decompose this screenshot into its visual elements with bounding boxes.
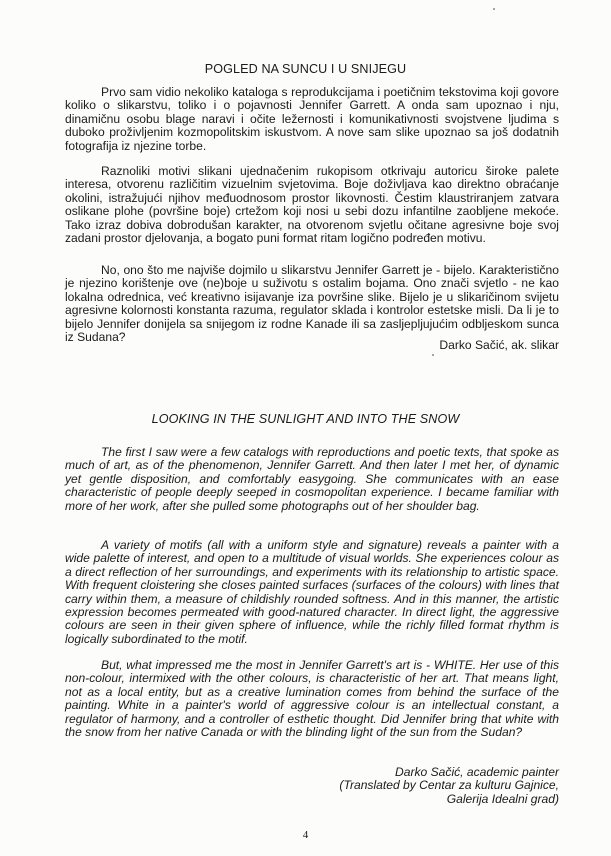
croatian-paragraph-3: No, ono što me najviše dojmilo u slikarstvu Jennifer Garrett je - bijelo. Karakteristično je njezino korištenje ove (ne)boje u suživotu s ostalim bojama. Ono znači svjetlo - ne kao lokalna odrednica, već kreativno isijavanje iza površine slike. Bijelo je u slikaričinom svijetu agresivne kolornosti konstanta razuma, regulator sklada i kontrolor estetske misli. Da li je to bijelo Jennifer donijela sa snijegom iz rodne Kanade ili sa zasljepljujućim odbljeskom sunca iz Sudana? <box>65 263 559 345</box>
scan-speck <box>432 354 434 356</box>
croatian-signature: Darko Sačić, ak. slikar <box>439 338 559 352</box>
english-paragraph-3: But, what impressed me the most in Jennifer Garrett's art is - WHITE. Her use of this non-colour, intermixed with the other colours, is characteristic of her art. That means light, not as a local entity, but as a creative lumination comes from behind the surface of the painting. White in a painter's world of aggressive colour is an intellectual constant, a regulator of harmony, and a controller of esthetic thought. Did Jennifer bring that white with the snow from her native Canada or with the blinding light of the sun from the Sudan? <box>65 658 559 740</box>
croatian-paragraph-1: Prvo sam vidio nekoliko kataloga s reprodukcijama i poetičnim tekstovima koji govore koliko o slikarstvu, toliko i o pojavnosti Jennifer Garrett. A onda sam upoznao i nju, dinamičnu osobu blage naravi i očite ležernosti i komunikativnosti svojstvene ljudima s duboko proživljenim kozmopolitskim iskustvom. A nove sam slike upoznao sa još dodatnih fotografija iz njezine torbe. <box>65 85 559 153</box>
english-paragraph-1: The first I saw were a few catalogs with reproductions and poetic texts, that spoke as much of art, as of the phenomenon, Jennifer Garrett. And then later I met her, of dynamic yet gentle disposition, and comfortably easygoing. She communicates with an ease characteristic of people deeply seeped in cosmopolitan experience. I became familiar with more of her work, after she pulled some photographs out of her shoulder bag. <box>65 445 559 513</box>
english-signature-line-2: (Translated by Centar za kulturu Gajnice, <box>339 778 559 793</box>
english-paragraph-2: A variety of motifs (all with a uniform style and signature) reveals a painter with a wide palette of interest, and open to a multitude of visual worlds. She experiences colour as a direct reflection of her surroundings, and experiments with its relationship to artistic space. With frequent cloistering she closes painted surfaces (surfaces of the colours) with lines that carry within them, a measure of childishly rounded softness. And in this manner, the artistic expression becomes permeated with good-natured character. In direct light, the aggressive colours are seen in their given sphere of influence, while the richly filled format rhythm is logically subordinated to the motif. <box>65 538 559 646</box>
english-signature-line-1: Darko Sačić, academic painter <box>394 765 559 779</box>
english-title: LOOKING IN THE SUNLIGHT AND INTO THE SNOW <box>151 412 460 426</box>
scan-speck <box>493 8 495 10</box>
croatian-paragraph-2: Raznoliki motivi slikani ujednačenim rukopisom otkrivaju autoricu široke palete interesa, otvorenu različitim vizuelnim svjetovima. Boje doživljava kao direktno obraćanje okolini, istražujući njihov međuodnosom prostor likovnosti. Čestim klaustriranjem zatvara oslikane plohe (površine boje) crtežom koji nosi u sebi dozu infantilne zaobljene mekoće. Tako izraz dobiva dobrodušan karakter, na otvorenom svjetlu očitane agresivne boje svoj zadani prostor djelovanja, a bogato puni format ritam logično podređen motivu. <box>65 164 559 246</box>
croatian-title: POGLED NA SUNCU I U SNIJEGU <box>204 62 407 76</box>
page-number: 4 <box>302 829 309 841</box>
english-signature-line-3: Galerija Idealni grad) <box>446 791 559 806</box>
english-signature <box>339 766 559 806</box>
